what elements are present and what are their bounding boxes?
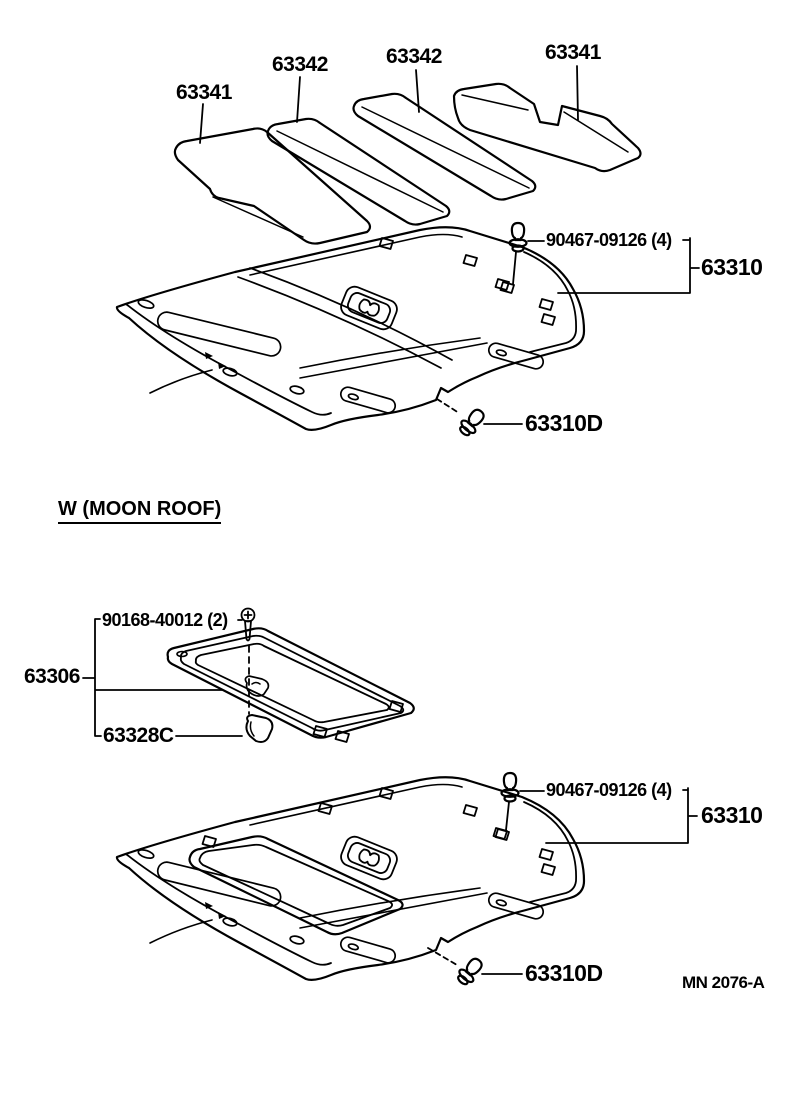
part-label-63342-right: 63342 — [386, 45, 442, 68]
part-label-90467-bottom: 90467-09126 (4) — [546, 780, 672, 800]
trim-clip-icon — [510, 223, 527, 252]
part-label-90467-top: 90467-09126 (4) — [546, 230, 672, 250]
headliner-panel-moonroof — [117, 777, 584, 980]
retainer-clip-icon — [454, 955, 485, 988]
leader-line — [513, 252, 516, 284]
leader-line — [506, 802, 509, 830]
leader-line — [437, 399, 459, 413]
moonroof-frame — [168, 628, 414, 742]
part-label-63310-top: 63310 — [701, 254, 763, 280]
part-label-63328c: 63328C — [103, 724, 174, 747]
leader-line — [577, 66, 578, 120]
part-label-63341-right: 63341 — [545, 41, 601, 64]
part-label-63310d-top: 63310D — [525, 410, 603, 436]
insulator-pad-4 — [454, 84, 641, 171]
drain-bracket — [246, 715, 272, 742]
part-label-63310-bottom: 63310 — [701, 802, 763, 828]
part-label-90168: 90168-40012 (2) — [102, 610, 228, 630]
insulator-pad-3 — [354, 94, 536, 200]
part-label-63341-left: 63341 — [176, 81, 232, 104]
figure-code: MN 2076-A — [682, 973, 765, 992]
headliner-panel-top — [117, 227, 584, 430]
sunroof-opening — [190, 836, 403, 934]
part-label-63306: 63306 — [24, 665, 80, 688]
retainer-clip-icon — [456, 406, 487, 439]
trim-clip-icon — [502, 773, 519, 802]
part-label-63310d-bottom: 63310D — [525, 960, 603, 986]
leader-line — [297, 77, 300, 122]
insulator-pad-1 — [175, 128, 370, 243]
moonroof-section-heading: W (MOON ROOF) — [58, 499, 221, 524]
part-label-63342-left: 63342 — [272, 53, 328, 76]
insulator-pad-2 — [268, 119, 450, 225]
leader-line — [428, 948, 457, 965]
